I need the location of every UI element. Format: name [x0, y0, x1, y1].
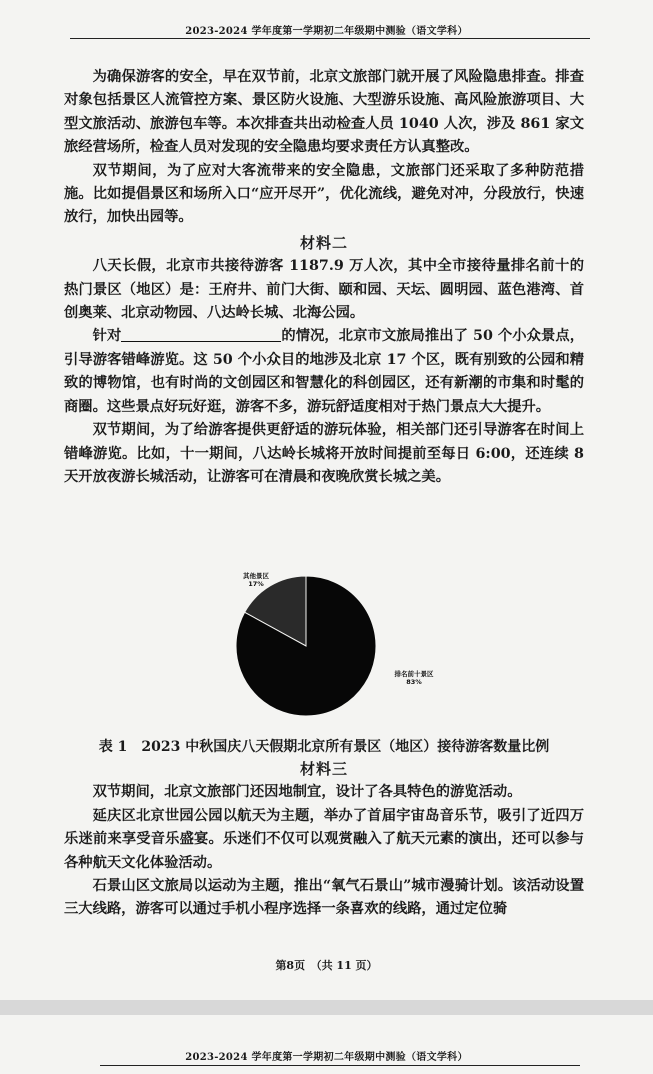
paragraph-with-blank: [64, 325, 584, 419]
material-three-text: [64, 758, 584, 922]
pie-label-1: 其他景区: [243, 572, 269, 580]
paragraph: 双节期间，为了应对大客流带来的安全隐患，文旅部门还采取了多种防范措施。比如提倡景区和场所入口“应开尽开”，优化流线，避免对冲，分段放行，快速放行，加快出园等。: [64, 162, 584, 226]
text-after-blank: 的情况，北京市文旅局推出了 50 个小众景点，引导游客错峰游览。这 50 个小众目的地涉及北京 17 个区，既有别致的公园和精致的博物馆，也有时尚的文创园区和智慧化的科创园区，还有新潮的市集和时髦的商圈。这些景点好玩好逛，游客不多，游玩舒适度相对于热门景点大大提升。: [64, 328, 584, 415]
next-page-top: [0, 1015, 653, 1074]
paragraph: 石景山区文旅局以运动为主题，推出“氧气石景山”城市漫骑计划。该活动设置三大线路，游客可以通过手机小程序选择一条喜欢的线路，通过定位骑: [64, 878, 584, 918]
header-text-next: 2023-2024 学年度第一学期初二年级期中测验（语文学科）: [185, 1052, 468, 1063]
paragraph: 八天长假，北京市共接待游客 1187.9 万人次，其中全市接待量排名前十的热门景区（地区）是：王府井、前门大街、颐和园、天坛、圆明园、蓝色港湾、首创奥莱、北京动物园、八达岭长城、北海公园。: [64, 258, 584, 322]
answer-blank[interactable]: [121, 327, 281, 342]
header-text: 2023-2024 学年度第一学期初二年级期中测验（语文学科）: [185, 26, 468, 37]
paragraph: 双节期间，为了给游客提供更舒适的游玩体验，相关部门还引导游客在时间上错峰游览。比如，十一期间，八达岭长城将开放时间提前至每日 6:00，还连续 8 天开放夜游长城活动，让游客可在清晨和夜晚欣赏长城之美。: [64, 422, 584, 485]
material-one-text: [64, 66, 584, 489]
page-header: [0, 22, 653, 37]
paragraph: 延庆区北京世园公园以航天为主题，举办了首届宇宙岛音乐节，吸引了近四万乐迷前来享受音乐盛宴。乐迷们不仅可以观赏融入了航天元素的演出，还可以参与各种航天文化体验活动。: [64, 807, 584, 871]
header-rule: [70, 38, 590, 39]
paragraph: 为确保游客的安全，早在双节前，北京文旅部门就开展了风险隐患排查。排查对象包括景区人流管控方案、景区防火设施、大型游乐设施、高风险旅游项目、大型文旅活动、旅游包车等。本次排查共出动检查人员 1040 人次，涉及 861 家文旅经营场所，检查人员对发现的安全隐患均要求责任方认真整改。: [64, 69, 584, 156]
chart-caption: 表 1 2023 中秋国庆八天假期北京所有景区（地区）接待游客数量比例: [98, 739, 550, 755]
section-title-material-three: 材料三: [299, 760, 348, 778]
pie-value-label-2: 83%: [406, 678, 422, 686]
pie-label-2: 排名前十景区: [394, 670, 434, 678]
pie-value-label-1: 17%: [248, 580, 264, 588]
pie-chart: [236, 568, 496, 718]
page-header-next: [0, 1048, 653, 1063]
section-title-material-two: 材料二: [299, 233, 348, 252]
text-before-blank: 针对: [92, 328, 122, 345]
paragraph: 双节期间，北京文旅部门还因地制宜，设计了各具特色的游览活动。: [92, 784, 522, 801]
header-rule-next: [100, 1065, 580, 1066]
page-footer: 第8页 （共 11 页）: [275, 959, 378, 972]
